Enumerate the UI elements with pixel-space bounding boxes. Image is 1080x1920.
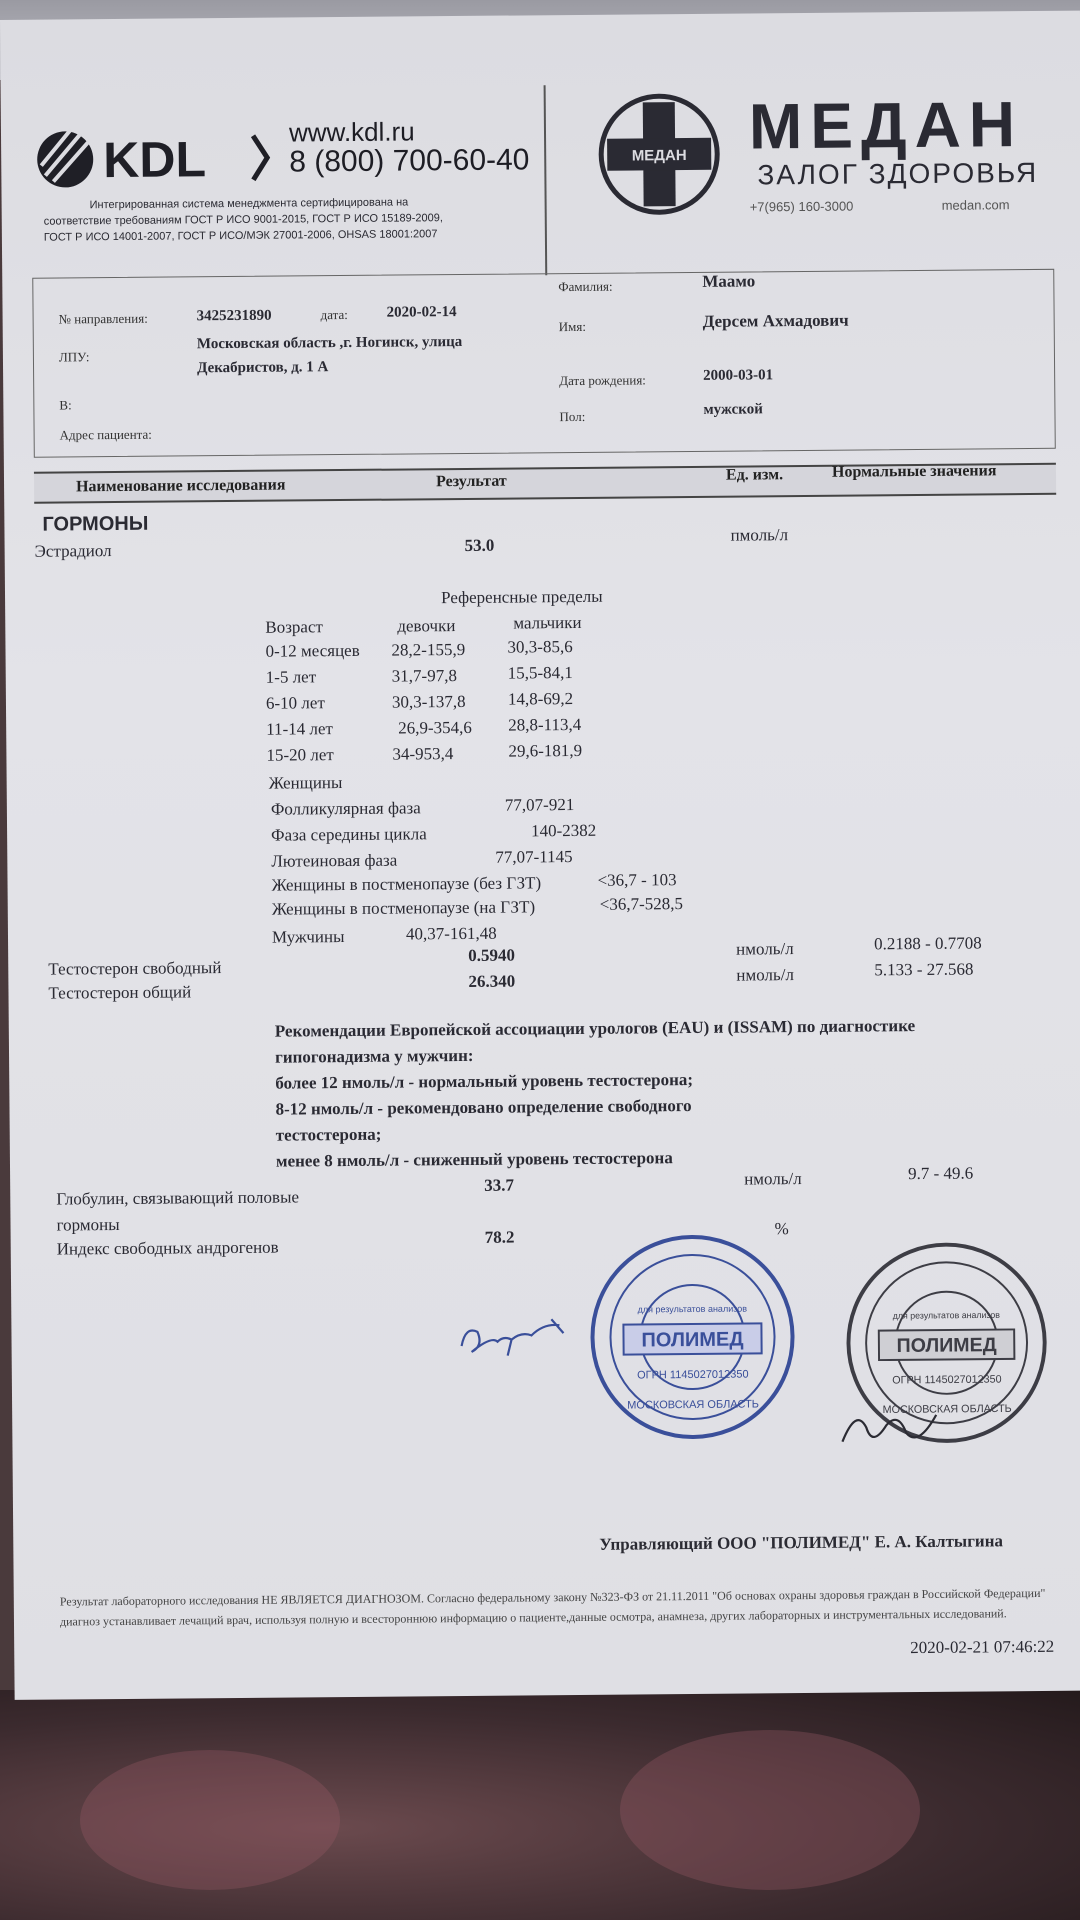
stamp-ogrn-2: ОГРН 1145027012350 xyxy=(892,1373,1002,1387)
patient-info-box xyxy=(32,269,1056,458)
surname-label: Фамилия: xyxy=(558,278,613,295)
reference-girls-4: 34-953,4 xyxy=(392,744,454,764)
polimed-stamp-blue xyxy=(587,1231,799,1443)
fabric-background xyxy=(0,1690,1080,1920)
women-phase-label-2: Лютеиновая фаза xyxy=(271,850,398,871)
lab-report-sheet xyxy=(0,11,1080,1700)
reference-boys-4: 29,6-181,9 xyxy=(508,740,583,761)
referral-value: 3425231890 xyxy=(196,307,272,325)
testosterone-free-unit: нмоль/л xyxy=(736,939,794,959)
col-result-header: Результат xyxy=(435,472,507,491)
dob-value: 2000-03-01 xyxy=(703,367,774,384)
estradiol-unit: пмоль/л xyxy=(730,525,789,545)
women-title: Женщины xyxy=(268,773,343,793)
women-phase-value-3: <36,7 - 103 xyxy=(597,870,677,890)
women-phase-value-0: 77,07-921 xyxy=(504,795,575,815)
shbg-name-1: Глобулин, связывающий половые xyxy=(56,1187,300,1209)
referral-label: № направления: xyxy=(58,310,148,327)
date-label: дата: xyxy=(320,306,348,323)
women-phase-label-3: Женщины в постменопаузе (без ГЗТ) xyxy=(271,873,542,895)
women-phase-label-4: Женщины в постменопаузе (на ГЗТ) xyxy=(271,897,536,919)
stamp-region: МОСКОВСКАЯ ОБЛАСТЬ xyxy=(627,1398,760,1412)
reference-age-4: 15-20 лет xyxy=(266,745,334,765)
col-name-header: Наименование исследования xyxy=(76,476,286,496)
section-title: ГОРМОНЫ xyxy=(42,512,149,536)
testosterone-total-unit: нмоль/л xyxy=(736,965,795,985)
medan-cross-emblem-icon xyxy=(597,92,722,217)
name-label: Имя: xyxy=(558,318,586,335)
col-unit-header: Ед. изм. xyxy=(725,466,784,484)
shbg-norm: 9.7 - 49.6 xyxy=(908,1163,974,1184)
medan-phone: +7(965) 160-3000 xyxy=(749,198,854,215)
recommendation-line-1: Рекомендации Европейской ассоциации урологов (EAU) и (ISSAM) по диагностике xyxy=(274,1016,916,1041)
fai-result: 78.2 xyxy=(484,1227,515,1247)
kdl-logo-text: KDL xyxy=(102,131,207,189)
men-value: 40,37-161,48 xyxy=(405,923,497,944)
reference-girls-2: 30,3-137,8 xyxy=(391,691,466,712)
men-label: Мужчины xyxy=(271,927,345,947)
kdl-logo xyxy=(31,118,272,200)
reference-age-1: 1-5 лет xyxy=(265,667,317,687)
report-timestamp: 2020-02-21 07:46:22 xyxy=(910,1636,1055,1658)
fai-unit: % xyxy=(774,1219,789,1239)
medan-title: МЕДАН xyxy=(748,88,1024,163)
cert-line-2: соответствие требованиям ГОСТ Р ИСО 9001-2015, ГОСТ Р ИСО 15189-2009, xyxy=(43,212,443,228)
fai-name: Индекс свободных андрогенов xyxy=(56,1237,279,1259)
name-value: Дерсем Ахмадович xyxy=(702,310,849,331)
reference-title: Референсные пределы xyxy=(440,586,603,608)
stamp-region-2: МОСКОВСКАЯ ОБЛАСТЬ xyxy=(882,1402,1012,1416)
stamp-ogrn: ОГРН 1145027012350 xyxy=(637,1368,749,1382)
reference-col-boys: мальчики xyxy=(513,612,582,633)
reference-age-3: 11-14 лет xyxy=(266,719,334,739)
estradiol-name: Эстрадиол xyxy=(34,541,112,561)
women-phase-value-2: 77,07-1145 xyxy=(495,847,573,867)
kdl-phone: 8 (800) 700-60-40 xyxy=(289,143,530,179)
sex-value: мужской xyxy=(703,401,763,418)
medan-emblem-text: МЕДАН xyxy=(631,147,687,165)
recommendation-line-3: более 12 нмоль/л - нормальный уровень тестостерона; xyxy=(275,1069,694,1093)
date-value: 2020-02-14 xyxy=(386,304,457,321)
recommendation-line-6: менее 8 нмоль/л - сниженный уровень тестостерона xyxy=(275,1148,673,1171)
lpu-label: ЛПУ: xyxy=(58,349,90,365)
handwritten-signature-2 xyxy=(832,1397,943,1458)
reference-boys-3: 28,8-113,4 xyxy=(508,714,582,735)
stamp-small-text-2: для результатов анализов xyxy=(892,1309,1000,1321)
manager-signature-line: Управляющий ООО "ПОЛИМЕД" Е. А. Калтыгина xyxy=(599,1531,1004,1554)
lpu-value-1: Московская область ,г. Ногинск, улица xyxy=(196,333,463,353)
reference-age-0: 0-12 месяцев xyxy=(265,640,360,661)
women-phase-label-0: Фолликулярная фаза xyxy=(270,798,421,819)
reference-boys-1: 15,5-84,1 xyxy=(507,663,573,683)
testosterone-total-norm: 5.133 - 27.568 xyxy=(874,959,974,980)
medan-subtitle: ЗАЛОГ ЗДОРОВЬЯ xyxy=(757,156,1039,191)
cert-line-3: ГОСТ Р ИСО 14001-2007, ГОСТ Р ИСО/МЭК 27001-2006, OHSAS 18001:2007 xyxy=(43,228,438,244)
reference-girls-0: 28,2-155,9 xyxy=(391,639,466,660)
kdl-chevron-icon xyxy=(253,136,267,180)
reference-col-age: Возраст xyxy=(265,617,323,637)
testosterone-free-name: Тестостерон свободный xyxy=(48,958,222,979)
stamp-text-2: ПОЛИМЕД xyxy=(896,1334,997,1358)
recommendation-line-2: гипогонадизма у мужчин: xyxy=(274,1045,474,1067)
kdl-url: www.kdl.ru xyxy=(288,116,415,148)
surname-value: Маамо xyxy=(702,271,756,291)
cert-line-1: Интегрированная система менеджмента сертифицирована на xyxy=(89,196,409,212)
reference-age-2: 6-10 лет xyxy=(265,693,325,713)
shbg-result: 33.7 xyxy=(484,1175,515,1195)
testosterone-total-name: Тестостерон общий xyxy=(48,982,192,1003)
header-divider xyxy=(544,85,548,275)
reference-boys-2: 14,8-69,2 xyxy=(507,689,574,709)
recommendation-line-5: тестостерона; xyxy=(275,1124,382,1145)
shbg-name-2: гормоны xyxy=(56,1215,120,1235)
v-label: В: xyxy=(59,397,72,413)
sex-label: Пол: xyxy=(559,408,586,425)
dob-label: Дата рождения: xyxy=(559,372,646,389)
testosterone-free-norm: 0.2188 - 0.7708 xyxy=(874,933,982,954)
medan-site: medan.com xyxy=(941,197,1010,213)
stamp-text: ПОЛИМЕД xyxy=(641,1328,744,1352)
handwritten-signature xyxy=(451,1305,572,1366)
reference-col-girls: девочки xyxy=(397,616,456,636)
address-label: Адрес пациента: xyxy=(59,426,152,443)
reference-girls-3: 26,9-354,6 xyxy=(398,717,472,738)
col-norm-header: Нормальные значения xyxy=(831,462,997,481)
stamp-small-text: для результатов анализов xyxy=(637,1303,748,1315)
reference-girls-1: 31,7-97,8 xyxy=(391,666,457,686)
kdl-globe-icon xyxy=(37,129,94,187)
shbg-unit: нмоль/л xyxy=(744,1169,802,1189)
lpu-value-2: Декабристов, д. 1 А xyxy=(196,359,329,377)
women-phase-label-1: Фаза середины цикла xyxy=(271,824,427,845)
testosterone-free-result: 0.5940 xyxy=(468,945,516,965)
disclaimer-text: Результат лабораторного исследования НЕ ЯВЛЯЕТСЯ ДИАГНОЗОМ. Согласно федеральному закону №323-ФЗ от 21.11.2011 "Об основах охраны здоровья граждан в Российской Федерации" диагноз устанавливает лечащий врач, используя полную и всестороннюю информацию о пациенте,данные осмотра, анамнеза, других лабораторных и инструментальных исследований. xyxy=(59,1585,1046,1629)
recommendation-line-4: 8-12 нмоль/л - рекомендовано определение свободного xyxy=(275,1096,692,1119)
testosterone-total-result: 26.340 xyxy=(468,971,516,991)
women-phase-value-4: <36,7-528,5 xyxy=(599,894,684,914)
women-phase-value-1: 140-2382 xyxy=(531,820,597,841)
reference-boys-0: 30,3-85,6 xyxy=(507,637,573,657)
estradiol-result: 53.0 xyxy=(464,535,495,555)
